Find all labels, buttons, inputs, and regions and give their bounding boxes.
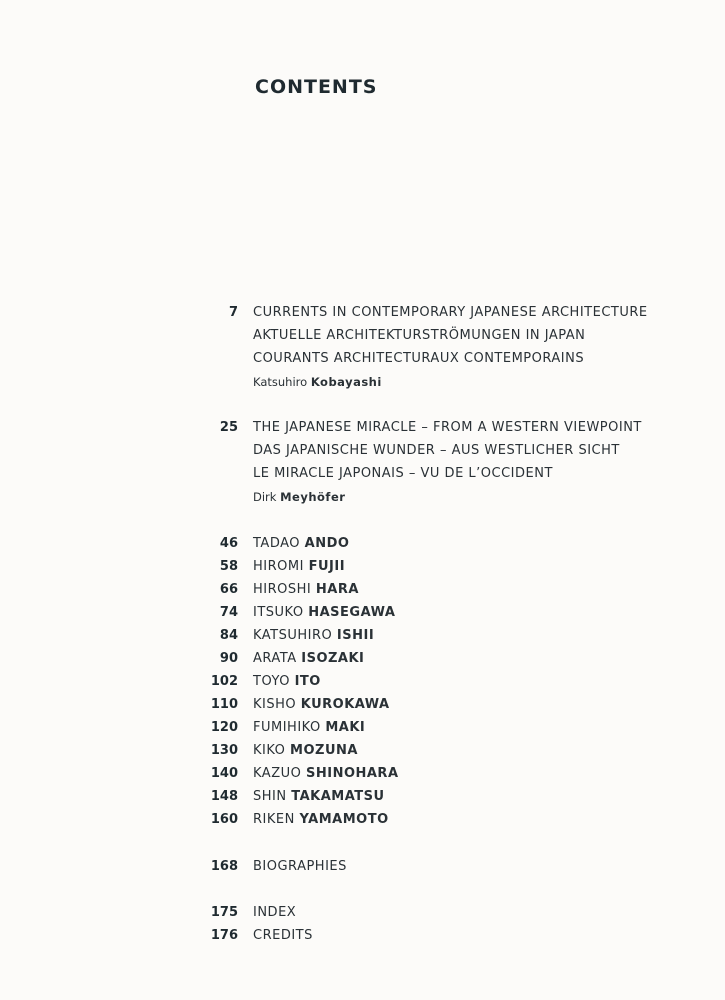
architect-name: TOYO ITO [253,674,321,689]
author-last-name: Kobayashi [310,375,382,389]
page-number: 58 [219,559,238,574]
toc-entry-architect[interactable] [0,740,725,762]
page-number: 140 [210,766,238,781]
essay-title-de: AKTUELLE ARCHITEKTURSTRÖMUNGEN IN JAPAN [253,328,586,343]
page-number: 102 [210,674,238,689]
page-number: 130 [210,743,238,758]
toc-entry-architect[interactable] [0,694,725,716]
architect-name: TADAO ANDO [253,536,350,551]
toc-entry-essay-2[interactable] [0,417,725,439]
section-label: INDEX [253,905,297,920]
section-label: BIOGRAPHIES [253,859,347,874]
page-number: 90 [219,651,238,666]
author-first-name: Dirk [253,490,277,504]
toc-entry-architect[interactable] [0,533,725,555]
essay-title-fr: COURANTS ARCHITECTURAUX CONTEMPORAINS [253,351,585,366]
toc-line [0,348,725,370]
toc-entry-architect[interactable] [0,579,725,601]
architect-name: ITSUKO HASEGAWA [253,605,396,620]
essay-title-fr: LE MIRACLE JAPONAIS – VU DE L’OCCIDENT [253,466,553,481]
author-first-name: Katsuhiro [253,375,308,389]
toc-entry-architect[interactable] [0,717,725,739]
page-number: 175 [210,905,238,920]
page-number: 176 [210,928,238,943]
page-number: 74 [219,605,238,620]
toc-entry-biographies[interactable] [0,856,725,878]
author-last-name: Meyhöfer [280,490,346,504]
toc-line [0,371,725,393]
page-number: 110 [210,697,238,712]
architect-name: KATSUHIRO ISHII [253,628,375,643]
essay-author [253,371,382,393]
architect-name: HIROMI FUJII [253,559,346,574]
architect-name: RIKEN YAMAMOTO [253,812,389,827]
architect-name: FUMIHIKO MAKI [253,720,366,735]
toc-line [0,325,725,347]
page-title: CONTENTS [255,76,378,98]
architect-name: KAZUO SHINOHARA [253,766,399,781]
toc-entry-architect[interactable] [0,625,725,647]
page-number: 120 [210,720,238,735]
toc-entry-architect[interactable] [0,763,725,785]
page-number: 160 [210,812,238,827]
page-number: 25 [219,420,238,435]
architect-name: ARATA ISOZAKI [253,651,365,666]
essay-author [253,486,345,508]
essay-title-de: DAS JAPANISCHE WUNDER – AUS WESTLICHER SICHT [253,443,620,458]
page-number: 168 [210,859,238,874]
page-number: 66 [219,582,238,597]
toc-entry-essay-1[interactable] [0,302,725,324]
toc-line [0,440,725,462]
toc-entry-architect[interactable] [0,648,725,670]
architect-name: SHIN TAKAMATSU [253,789,385,804]
toc-entry-credits[interactable] [0,925,725,947]
essay-title-en: CURRENTS IN CONTEMPORARY JAPANESE ARCHITECTURE [253,305,648,320]
page-number: 7 [228,305,238,320]
essay-title-en: THE JAPANESE MIRACLE – FROM A WESTERN VIEWPOINT [253,420,642,435]
page-number: 84 [219,628,238,643]
architect-name: KIKO MOZUNA [253,743,358,758]
toc-entry-architect[interactable] [0,786,725,808]
toc-entry-index[interactable] [0,902,725,924]
page-number: 148 [210,789,238,804]
toc-line [0,463,725,485]
architect-name: KISHO KUROKAWA [253,697,390,712]
section-label: CREDITS [253,928,313,943]
page-number: 46 [219,536,238,551]
toc-entry-architect[interactable] [0,809,725,831]
toc-entry-architect[interactable] [0,556,725,578]
architect-name: HIROSHI HARA [253,582,359,597]
toc-entry-architect[interactable] [0,671,725,693]
toc-entry-architect[interactable] [0,602,725,624]
toc-line [0,486,725,508]
